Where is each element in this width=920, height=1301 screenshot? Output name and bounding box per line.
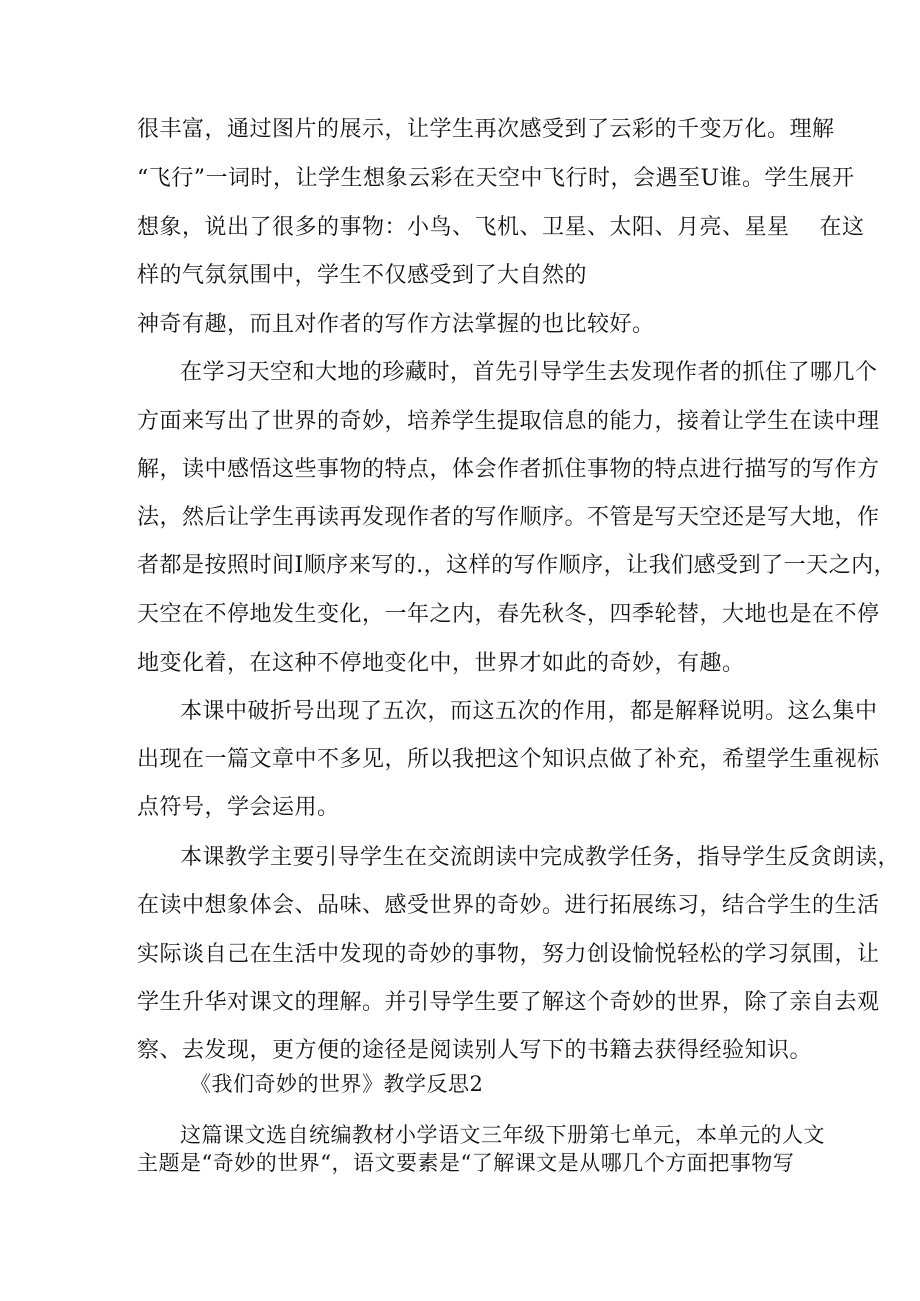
text-line: 很丰富，通过图片的展示，让学生再次感受到了云彩的千变万化。理解 (137, 117, 835, 142)
text-line: 学生升华对课文的理解。并引导学生要了解这个奇妙的世界，除了亲自去观 (137, 990, 880, 1015)
text-line: “飞行”一词时，让学生想象云彩在天空中飞行时，会遇至U谁。学生展开 (137, 166, 855, 191)
text-line: 在学习天空和大地的珍藏时，首先引导学生去发现作者的抓住了哪几个 (180, 360, 878, 385)
text-line: 样的气氛氛围中，学生不仅感受到了大自然的 (137, 263, 588, 288)
text-line: 解，读中感悟这些事物的特点，体会作者抓住事物的特点进行描写的写作方 (137, 457, 880, 482)
text-line: 主题是“奇妙的世界“，语文要素是“了解课文是从哪几个方面把事物写 (137, 1151, 795, 1175)
text-line: 察、去发现，更方便的途径是阅读别人写下的书籍去获得经验知识。 (137, 1038, 813, 1063)
text-line: 本课中破折号出现了五次，而这五次的作用，都是解释说明。这么集中 (180, 699, 878, 724)
text-line: 方面来写出了世界的奇妙，培养学生提取信息的能力，接着让学生在读中理 (137, 409, 880, 434)
text-line: 本课教学主要引导学生在交流朗读中完成教学任务，指导学生反贪朗读， (180, 845, 901, 870)
section-heading: 《我们奇妙的世界》教学反思2 (190, 1072, 484, 1096)
text-line: 地变化着，在这种不停地变化中，世界才如此的奇妙，有趣。 (137, 651, 745, 676)
text-line: 者都是按照时间I顺序来写的.，这样的写作顺序，让我们感受到了一天之内， (137, 553, 897, 578)
text-line: 天空在不停地发生变化，一年之内，春先秋冬，四季轮替，大地也是在不停 (137, 602, 880, 627)
text-line: 法，然后让学生再读再发现作者的写作顺序。不管是写天空还是写大地，作 (137, 505, 880, 530)
text-line: 这篇课文选自统编教材小学语文三年级下册第七单元，本单元的人文 (180, 1123, 825, 1147)
text-line: 在读中想象体会、品味、感受世界的奇妙。进行拓展练习，结合学生的生活 (137, 893, 880, 918)
text-line: 出现在一篇文章中不多见，所以我把这个知识点做了补充，希望学生重视标 (137, 747, 880, 772)
text-line: 想象，说出了很多的事物：小鸟、飞机、卫星、太阳、月亮、星星 在这 (137, 215, 865, 240)
text-line: 点符号，学会运用。 (137, 795, 340, 820)
text-line: 神奇有趣，而且对作者的写作方法掌握的也比较好。 (137, 312, 655, 337)
text-line: 实际谈自己在生活中发现的奇妙的事物，努力创设愉悦轻松的学习氛围，让 (137, 942, 880, 967)
